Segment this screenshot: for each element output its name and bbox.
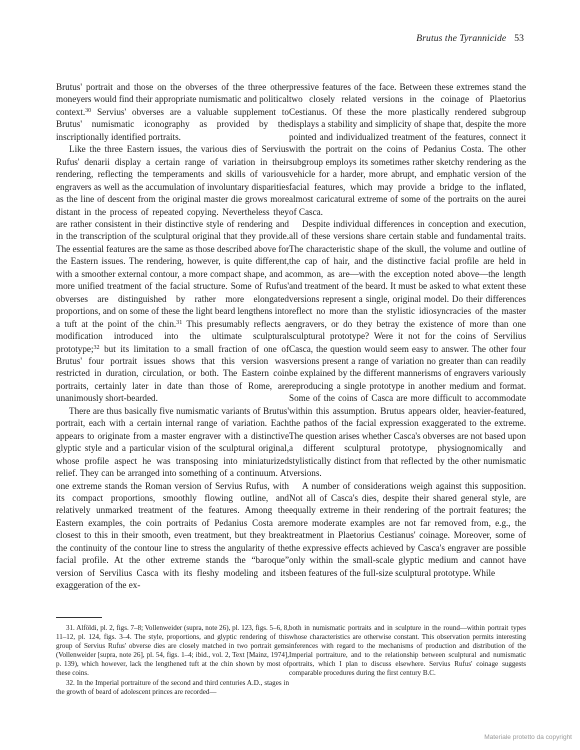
footnote-paragraph <box>56 679 289 697</box>
footnote-paragraph <box>56 624 289 679</box>
body-paragraph <box>289 218 526 480</box>
body-paragraph <box>56 405 289 592</box>
text-run: Despite individual differences in conception and execution, all of these versions share certain stable and fundamental traits. The characteristic shape of the skull, the volume and outline of the cap of hair, and the distinctive facial profile are held in common, as are—with the exception noted above—the length and treatment of the beard. It must be asked to what extent these versions represent a single, original model. Do their differences reflect no more than the stylistic idiosyncracies of the master engravers, or do they betray the existence of more than one sculptural prototype? Were it not for the coins of Servilius Casca, the question would seem easy to answer. The other four versions present a range of variation no greater than can readily be explained by the different mannerisms of engravers variously reproducing a single prototype in another medium and format. Some of the coins of Casca are more difficult to accommodate within this assumption. Brutus appears older, heavier-featured, the pathos of the facial expression exaggerated to the extreme. The question arises whether Casca's obverses are not based upon a different sculptural prototype, physiognomically and stylistically distinct from that reflected by the other numismatic versions. <box>289 218 526 479</box>
text-run: A number of considerations weigh against this supposition. Not all of Casca's dies, despite their shared general style, are equally extreme in their rendering of the portrait features; the more moderate examples are not far removed from, e.g., the treatment in Plaetorius Cestianus' coinage. Moreover, some of the expressive effects achieved by Casca's engraver are possible only within the small-scale glyptic medium and cannot have been features of the full-size sculptural prototype. While <box>289 480 526 578</box>
copyright-watermark: Materiale protetto da copyright <box>484 734 572 741</box>
footnotes-right <box>289 624 526 679</box>
text-run: Like the three Eastern issues, the various dies of Servius Rufus' denarii display a certain range of variation in their rendering, reflecting the temperaments and skills of various engravers as well as the accumulation of involuntary disparities as the line of descent from the original master die grows more distant in the process of repeated copying. Nevertheless they are rather consistent in their distinctive style of rendering and in the transcription of the sculptural original that they provide. The essential features are the same as those described above for the Eastern issues. The rendering, however, is quite different, with a smoother external contour, a more compact shape, and a more unified treatment of the facial structure. Some of Rufus' obverses are distinguished by rather more elongated proportions, and on some of these the light beard lengthens into a tuft at the point of the chin. <box>56 144 289 329</box>
text-run: Servius' obverses are a valuable supplement to Brutus' numismatic iconography as provided by the inscriptionally identified portraits. <box>56 106 289 142</box>
body-paragraph <box>56 81 289 143</box>
body-paragraph <box>289 480 526 580</box>
footnote-ref: 32 <box>93 344 100 351</box>
running-title: Brutus the Tyrannicide <box>416 33 507 44</box>
footnotes-left <box>56 624 289 697</box>
footnote-paragraph <box>289 624 526 679</box>
footnote-rule <box>56 617 102 618</box>
body-paragraph <box>56 143 289 405</box>
running-head <box>416 33 524 44</box>
text-run: but its limitation to a small fraction of one of Brutus' four portrait issues shows that this version was restricted in duration, circulation, or both. The Eastern coin portraits, certainly later in date than those of Rome, are unanimously short-bearded. <box>56 343 289 404</box>
text-run: both in numismatic portraits and in sculpture in the round—within portrait types whose characteristics are otherwise constant. This observation permits interesting inferences with regard to the mechanisms of production and distribution of the Imperial portraiture, and to the relationship between sculptural and numismatic portraits, which I plan to discuss elsewhere. Servius Rufus' coinage suggests comparable procedures during the first century B.C. <box>289 624 526 678</box>
body-column-left <box>56 81 289 592</box>
page-number: 53 <box>514 33 524 44</box>
text-run: pressive features of the face. Between these extremes stand the two closely related versions in the coinage of Plaetorius Cestianus. Of these the more plastically rendered subgroup displays a stability and simplicity of shape that, despite the more pointed and individualized treatment of the features, connect it with the portrait on the coins of Pedanius Costa. The other subgroup employs its sometimes rather sketchy rendering as the vehicle for a harder, more abrupt, and emphatic version of the facial features, which may provide a bridge to the inflated, almost caricatural extreme of some of the portraits on the aurei of Casca. <box>289 82 526 217</box>
text-run: Brutus' portrait and those on the obverses of the three other moneyers would find their appropriate numismatic and political context. <box>56 82 289 117</box>
body-column-right <box>289 81 526 579</box>
body-paragraph <box>289 81 526 218</box>
text-run: 32. In the Imperial portraiture of the second and third centuries A.D., stages in the growth of beard of adolescent princes are recorded— <box>56 678 289 696</box>
text-run: There are thus basically five numismatic variants of Brutus' portrait, each with a certain internal range of variation. Each appears to originate from a master engraver with a distinctive glyptic style and a particular vision of the sculptural original, whose profile aspect he was transposing into miniaturized relief. They can be arranged into something of a continuum. At one extreme stands the Roman version of Servius Rufus, with its compact proportions, smoothly flowing outline, and relatively unmarked treatment of the features. Among the Eastern examples, the coin portraits of Pedanius Costa are closest to this in their smooth, even treatment, but they break the continuity of the contour line to stress the angularity of the facial profile. At the other extreme stands the “baroque” version of Servilius Casca with its fleshy modeling and its exaggeration of the ex- <box>56 405 289 591</box>
text-run: 31. Alföldi, pl. 2, figs. 7–8; Vollenweider (supra, note 26), pl. 123, figs. 5–6, 8, 11–12, pl. 124, figs. 3–4. The style, proportions, and glyptic rendering of this group of Servius Rufus' obverse dies are closely matched in two portrait gems (Vollenweider [supra, note 26], pl. 54, figs. 1–4; ibid., vol. 2, Text [Mainz, 1974], p. 139), which however, lack the lengthened tuft at the chin shown by most of these coins. <box>56 624 289 678</box>
footnote-ref: 31 <box>176 319 183 326</box>
footnote-ref: 30 <box>85 107 92 114</box>
text-run: This presumably reflects a modification introduced into the ultimate sculptural prototype; <box>56 318 289 354</box>
